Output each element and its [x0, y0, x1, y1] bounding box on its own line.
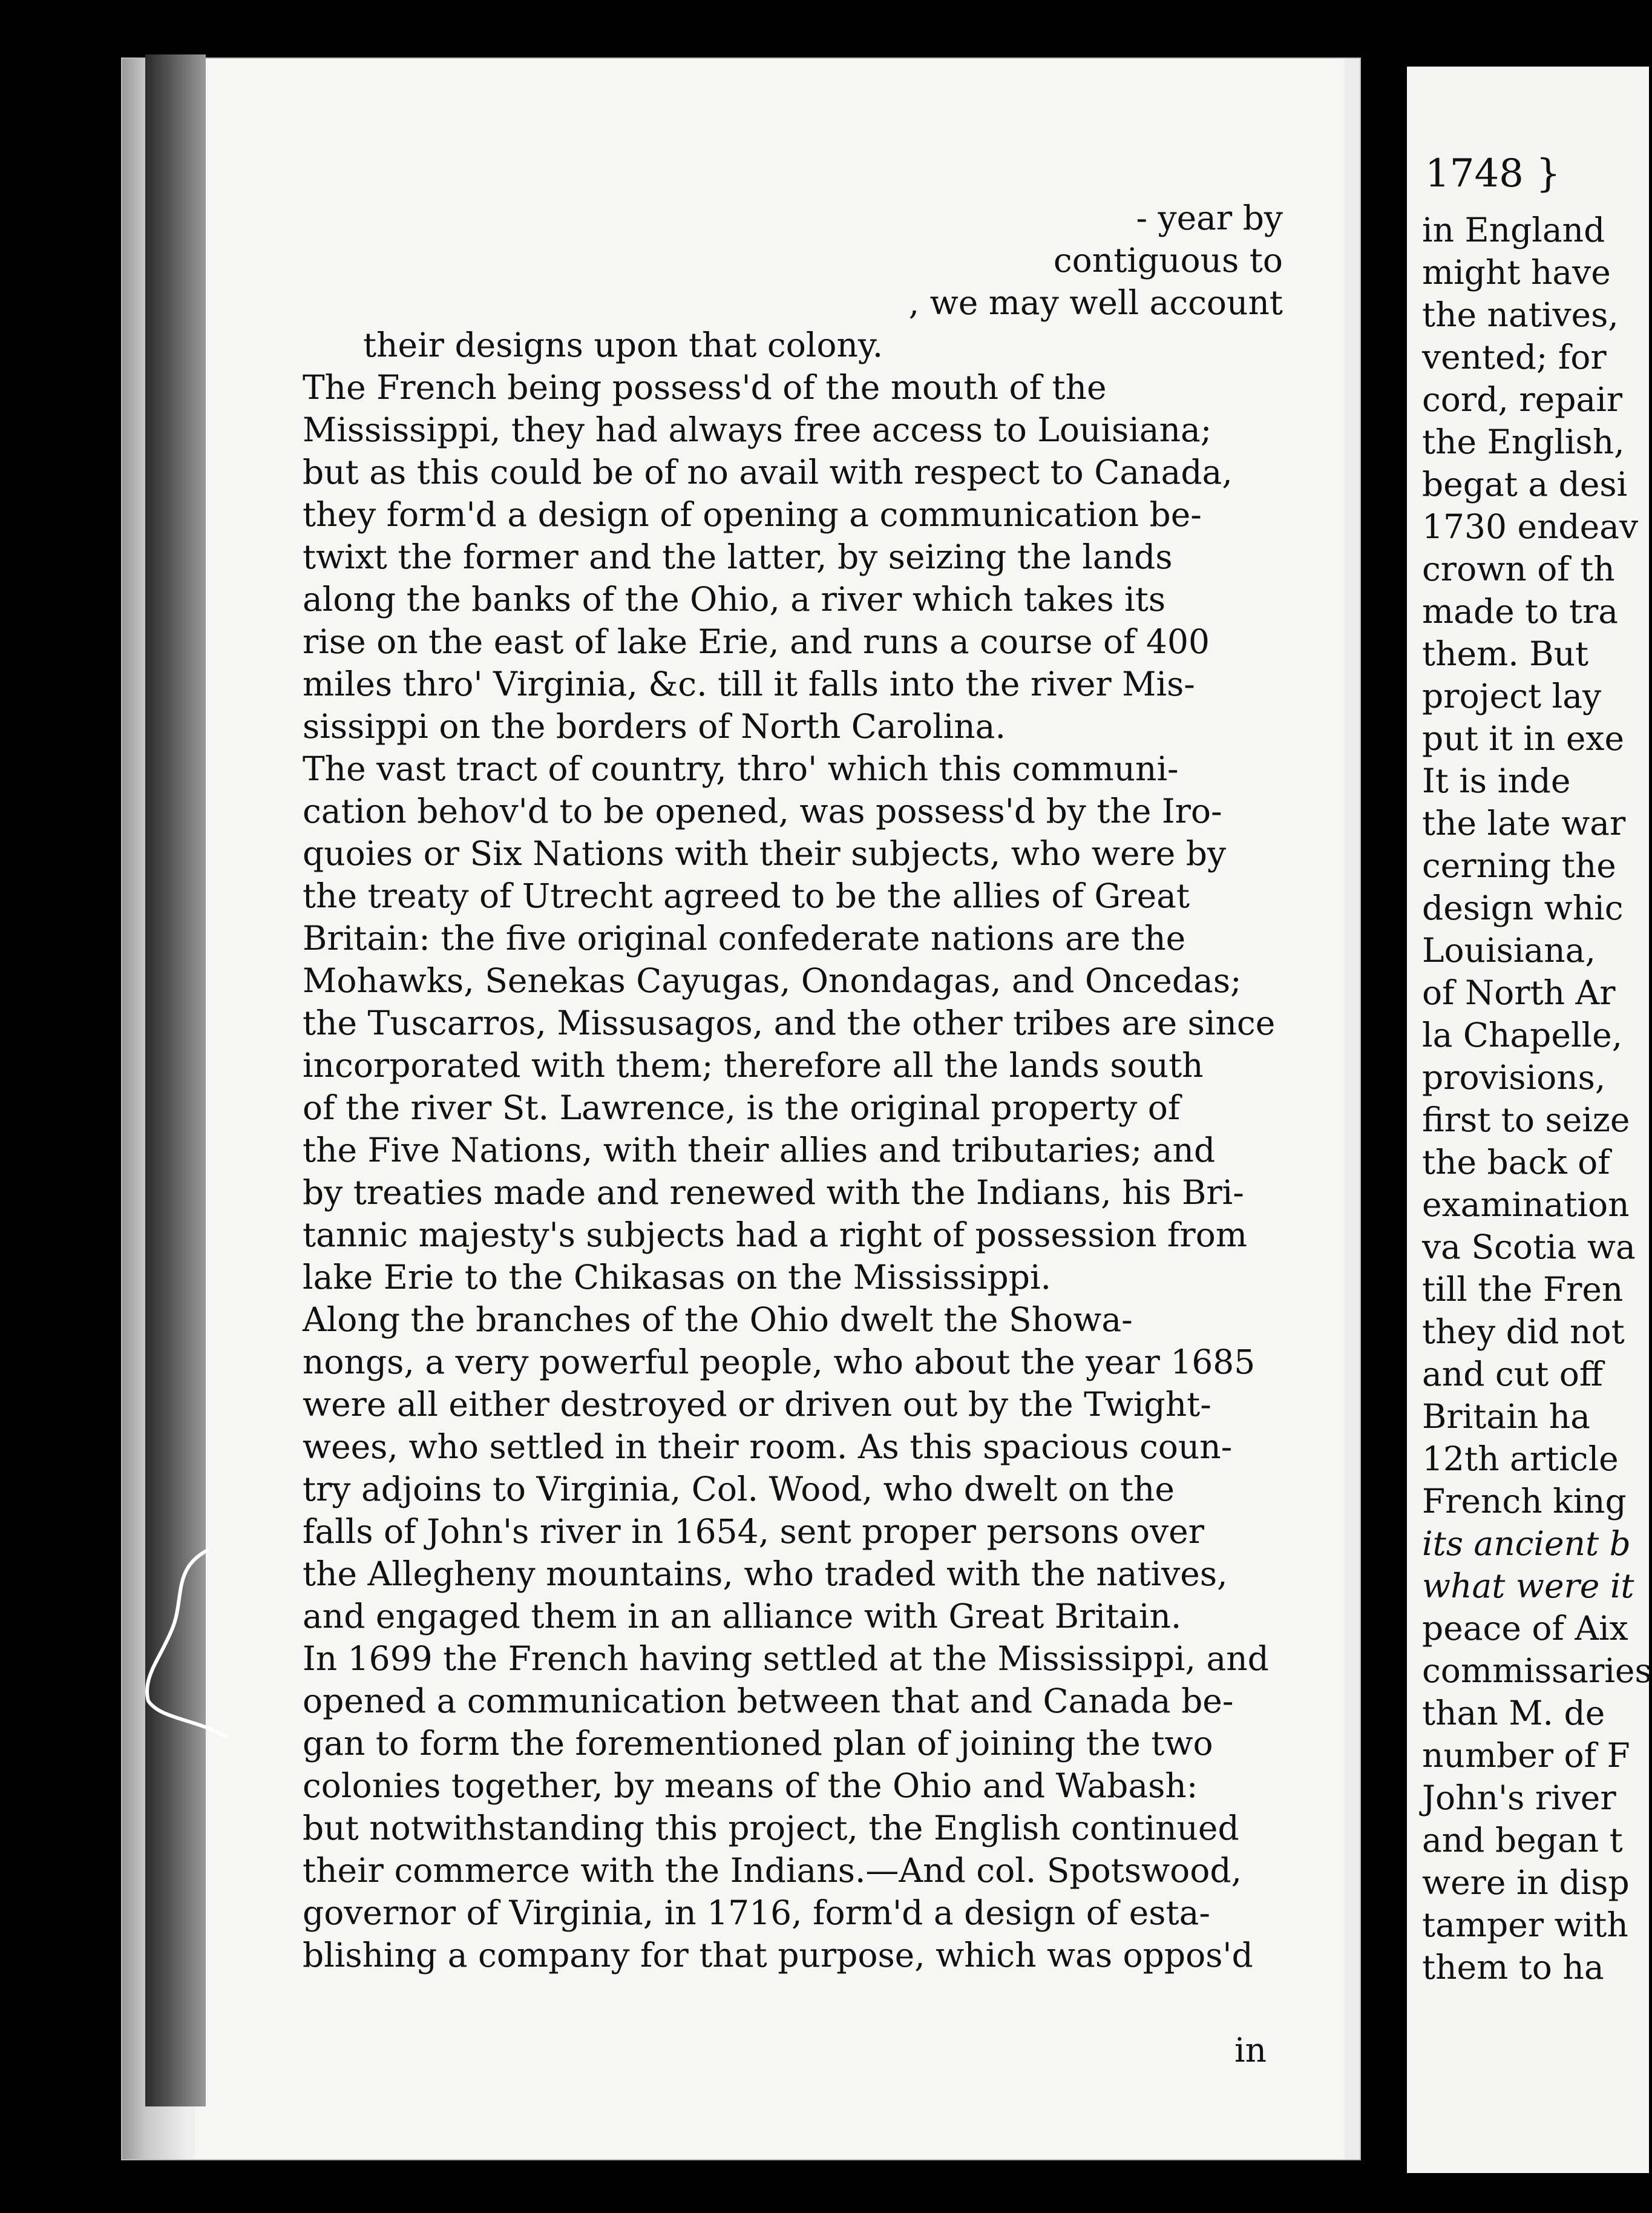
- text-line: their commerce with the Indians.—And col. Spotswood,: [303, 1851, 1242, 1890]
- text-line: of North Ar: [1422, 973, 1616, 1012]
- left-page-text: [303, 197, 1283, 1976]
- text-line: their designs upon that colony.: [363, 326, 883, 364]
- text-line: - year by: [1136, 199, 1283, 237]
- text-line: till the Fren: [1422, 1270, 1624, 1309]
- text-line: along the banks of the Ohio, a river which takes its: [303, 580, 1166, 619]
- text-line: It is inde: [1422, 761, 1571, 800]
- text-line: number of F: [1422, 1736, 1630, 1775]
- text-line: falls of John's river in 1654, sent proper persons over: [303, 1512, 1204, 1551]
- text-line: but notwithstanding this project, the English continued: [303, 1809, 1239, 1847]
- text-line: project lay: [1422, 677, 1602, 715]
- text-line: provisions,: [1422, 1058, 1606, 1097]
- text-line: , we may well account: [908, 283, 1283, 322]
- text-line: in England: [1422, 211, 1605, 249]
- text-line: opened a communication between that and Canada be-: [303, 1682, 1234, 1720]
- binding-shadow: [145, 54, 206, 2106]
- text-line: 1730 endeav: [1422, 507, 1639, 546]
- text-line: were in disp: [1422, 1863, 1630, 1902]
- text-line: The French being possess'd of the mouth of the: [303, 368, 1107, 407]
- text-line: 12th article: [1422, 1439, 1619, 1478]
- text-line: tannic majesty's subjects had a right of possession from: [303, 1215, 1247, 1254]
- text-line: of the river St. Lawrence, is the original property of: [303, 1088, 1181, 1127]
- text-line: nongs, a very powerful people, who about the year 1685: [303, 1343, 1256, 1381]
- text-line: made to tra: [1422, 592, 1619, 631]
- text-line: governor of Virginia, in 1716, form'd a design of esta-: [303, 1893, 1211, 1932]
- text-line: the late war: [1422, 804, 1626, 843]
- text-line: the treaty of Utrecht agreed to be the allies of Great: [303, 876, 1190, 915]
- right-page-header: 1748 }: [1425, 151, 1561, 196]
- text-line: vented; for: [1422, 338, 1607, 377]
- text-line: they form'd a design of opening a communication be-: [303, 495, 1202, 534]
- text-line: the Allegheny mountains, who traded with the natives,: [303, 1554, 1228, 1593]
- text-line: first to seize: [1422, 1100, 1630, 1139]
- catchword: in: [1234, 2031, 1267, 2070]
- text-line: The vast tract of country, thro' which this communi-: [303, 749, 1179, 788]
- text-line: them. But: [1422, 634, 1589, 673]
- text-line: might have: [1422, 253, 1611, 292]
- handwritten-bracket-mark-icon: [136, 1544, 239, 1743]
- text-line: Mississippi, they had always free access to Louisiana;: [303, 410, 1212, 449]
- text-line: contiguous to: [1053, 241, 1283, 280]
- text-line: wees, who settled in their room. As this spacious coun-: [303, 1427, 1233, 1466]
- text-line: and engaged them in an alliance with Great Britain.: [303, 1597, 1182, 1636]
- text-line: rise on the east of lake Erie, and runs a course of 400: [303, 622, 1210, 661]
- text-line: the natives,: [1422, 295, 1619, 334]
- text-line: than M. de: [1422, 1694, 1605, 1732]
- text-line: crown of th: [1422, 550, 1615, 588]
- text-line: cerning the: [1422, 846, 1616, 885]
- text-line: miles thro' Virginia, &c. till it falls into the river Mis-: [303, 665, 1195, 703]
- text-line: Louisiana,: [1422, 931, 1596, 970]
- text-line: design whic: [1422, 889, 1624, 927]
- text-line: but as this could be of no avail with respect to Canada,: [303, 453, 1233, 492]
- text-line: quoies or Six Nations with their subjects, who were by: [303, 834, 1227, 873]
- text-line: peace of Aix: [1422, 1609, 1628, 1648]
- text-line: incorporated with them; therefore all the lands south: [303, 1046, 1204, 1085]
- text-line: va Scotia wa: [1422, 1228, 1636, 1266]
- text-line: begat a desi: [1422, 465, 1628, 504]
- text-line: the English,: [1422, 423, 1625, 461]
- text-line: and began t: [1422, 1821, 1623, 1860]
- text-line: were all either destroyed or driven out by the Twight-: [303, 1385, 1211, 1424]
- text-line: gan to form the forementioned plan of joining the two: [303, 1724, 1213, 1763]
- text-line: the Tuscarros, Missusagos, and the other tribes are since: [303, 1004, 1276, 1042]
- text-line: try adjoins to Virginia, Col. Wood, who dwelt on the: [303, 1470, 1175, 1508]
- text-line: they did not: [1422, 1312, 1625, 1351]
- text-line: French king: [1422, 1482, 1627, 1521]
- text-line: the back of: [1422, 1143, 1610, 1182]
- text-line: twixt the former and the latter, by seizing the lands: [303, 538, 1173, 576]
- text-line: put it in exe: [1422, 719, 1625, 758]
- right-page-text: [1422, 209, 1652, 1988]
- text-line: Along the branches of the Ohio dwelt the Showa-: [303, 1300, 1133, 1339]
- text-line: what were it: [1422, 1567, 1634, 1605]
- text-line: John's river: [1422, 1778, 1616, 1817]
- text-line: by treaties made and renewed with the Indians, his Bri-: [303, 1173, 1244, 1212]
- text-line: la Chapelle,: [1422, 1016, 1623, 1054]
- text-line: tamper with: [1422, 1906, 1628, 1944]
- text-line: its ancient b: [1422, 1524, 1631, 1563]
- text-line: Mohawks, Senekas Cayugas, Onondagas, and Oncedas;: [303, 961, 1242, 1000]
- text-line: cord, repair: [1422, 380, 1623, 419]
- text-line: colonies together, by means of the Ohio and Wabash:: [303, 1766, 1198, 1805]
- text-line: commissaries: [1422, 1651, 1652, 1690]
- text-line: In 1699 the French having settled at the Mississippi, and: [303, 1639, 1269, 1678]
- text-line: Britain: the five original confederate nations are the: [303, 919, 1186, 958]
- text-line: Britain ha: [1422, 1397, 1590, 1436]
- text-line: the Five Nations, with their allies and tributaries; and: [303, 1131, 1216, 1169]
- text-line: them to ha: [1422, 1948, 1604, 1987]
- text-line: and cut off: [1422, 1355, 1603, 1393]
- text-line: examination: [1422, 1185, 1630, 1224]
- text-line: blishing a company for that purpose, which was oppos'd: [303, 1936, 1253, 1975]
- text-line: lake Erie to the Chikasas on the Mississippi.: [303, 1258, 1052, 1297]
- text-line: sissippi on the borders of North Carolina.: [303, 707, 1006, 746]
- text-line: cation behov'd to be opened, was possess'd by the Iro-: [303, 792, 1222, 830]
